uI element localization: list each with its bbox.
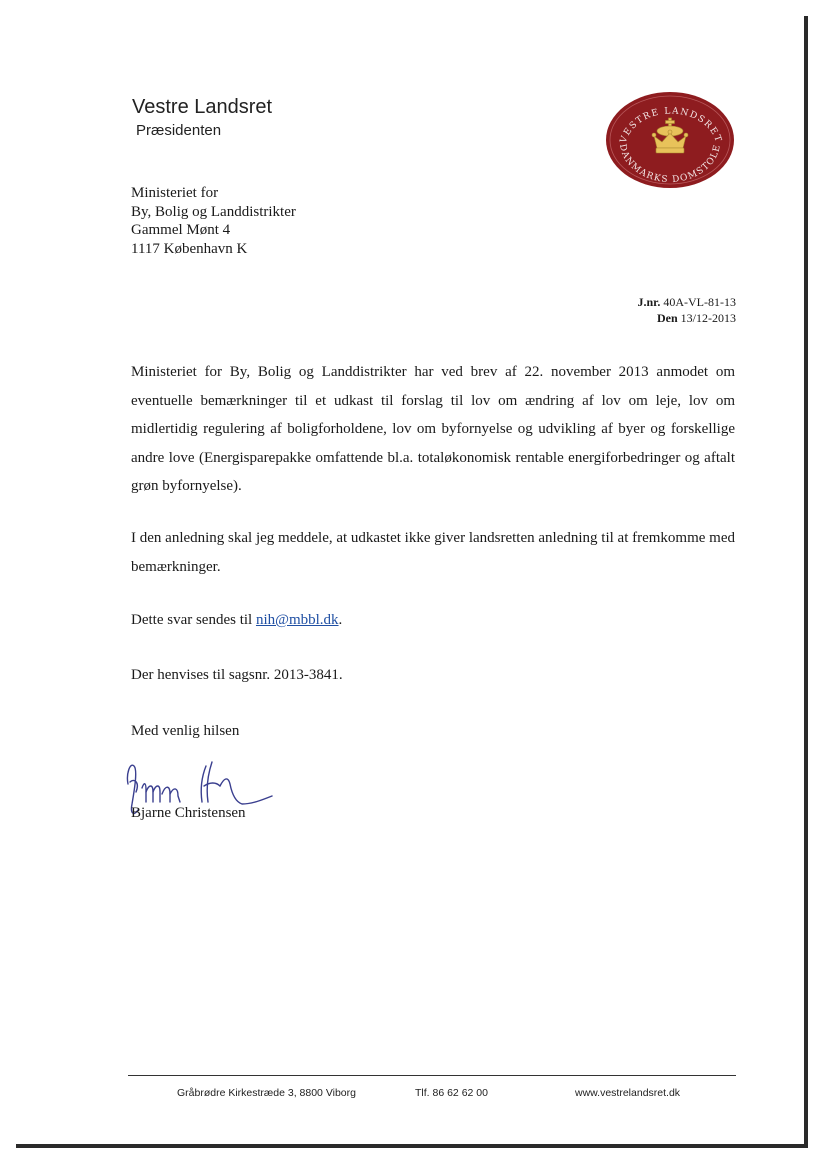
page-edge-bottom bbox=[16, 1144, 808, 1148]
footer-divider bbox=[128, 1075, 736, 1076]
date-value: 13/12-2013 bbox=[680, 311, 736, 325]
signer-name: Bjarne Christensen bbox=[131, 805, 246, 821]
email-link[interactable]: nih@mbbl.dk bbox=[255, 612, 339, 628]
body-paragraph bbox=[131, 606, 735, 635]
date-label: Den bbox=[656, 311, 678, 325]
journal-number bbox=[637, 294, 736, 310]
page-edge-right bbox=[804, 16, 808, 1148]
footer-website[interactable]: www.vestrelandsret.dk bbox=[575, 1087, 681, 1099]
closing-salutation: Med venlig hilsen bbox=[131, 723, 240, 739]
body-paragraph: Ministeriet for By, Bolig og Landdistrikter har ved brev af 22. november 2013 anmodet om eventuelle bemærkninger til et udkast til forslag til lov om ændring af lov om leje, lov om midlertidig regulering af boligforholdene, lov om byfornyelse og udvikling af byer og forskellige andre love (Energisparepakke omfattende bl.a. totaløkonomisk rentable energiforbedringer og aftalt grøn byfornyelse). bbox=[131, 364, 735, 494]
seal-bottom-text: DANMARKS DOMSTOLE bbox=[616, 143, 724, 186]
email-suffix: . bbox=[338, 612, 343, 628]
email-prefix: Dette svar sendes til bbox=[131, 612, 256, 628]
recipient-address bbox=[131, 184, 296, 258]
body-paragraph: I den anledning skal jeg meddele, at udkastet ikke giver landsretten anledning til at fremkomme med bemærkninger. bbox=[131, 530, 735, 575]
footer-phone: Tlf. 86 62 62 00 bbox=[415, 1087, 488, 1099]
org-name: Vestre Landsret bbox=[132, 96, 273, 118]
seal-top-text: VESTRE LANDSRET bbox=[618, 106, 724, 145]
recipient-line: 1117 København K bbox=[131, 240, 248, 257]
letter-date bbox=[637, 310, 736, 326]
journal-value: 40A-VL-81-13 bbox=[663, 295, 736, 309]
recipient-line: Gammel Mønt 4 bbox=[131, 222, 231, 238]
reference-block bbox=[637, 294, 736, 326]
recipient-line: By, Bolig og Landdistrikter bbox=[131, 203, 296, 220]
body-paragraph: Der henvises til sagsnr. 2013-3841. bbox=[131, 667, 343, 683]
footer-address: Gråbrødre Kirkestræde 3, 8800 Viborg bbox=[177, 1087, 356, 1099]
court-seal-icon bbox=[604, 90, 736, 190]
org-subtitle: Præsidenten bbox=[136, 122, 222, 139]
journal-label: J.nr. bbox=[637, 295, 661, 309]
recipient-line: Ministeriet for bbox=[131, 185, 219, 201]
